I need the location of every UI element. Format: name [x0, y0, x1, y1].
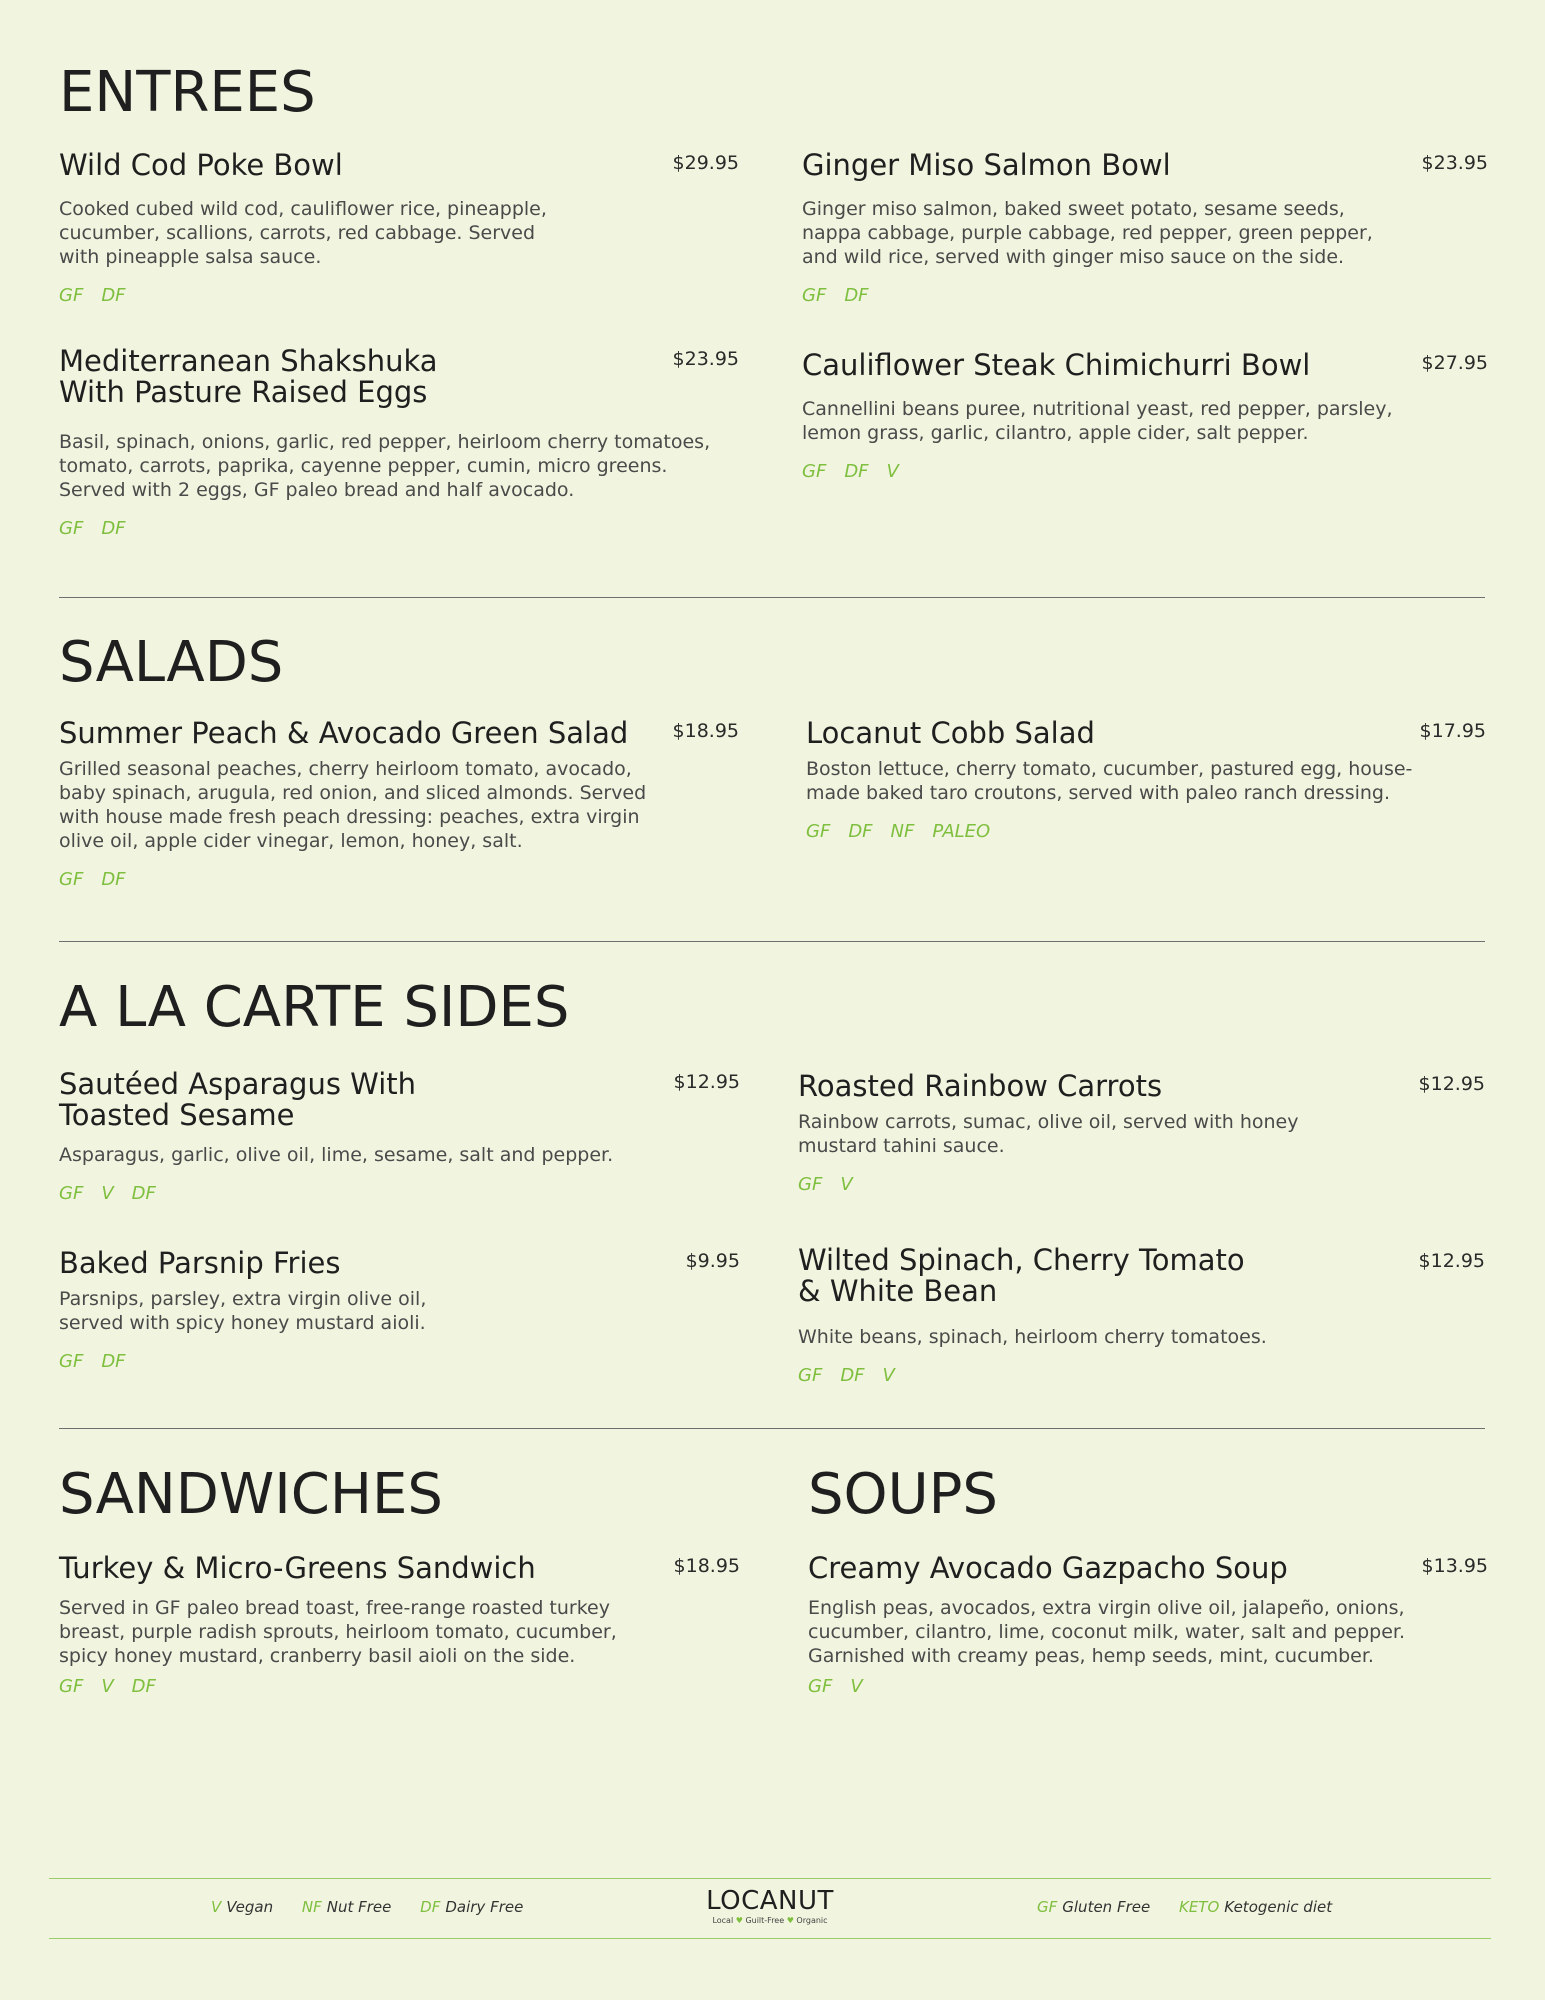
- item-description: Rainbow carrots, sumac, olive oil, served with honey mustard tahini sauce.: [798, 1111, 1299, 1157]
- item-price: $9.95: [685, 1250, 740, 1272]
- legend-entry: [420, 1898, 523, 1916]
- menu-item: [802, 350, 1488, 483]
- item-name: Roasted Rainbow Carrots: [798, 1069, 1163, 1103]
- item-price: $13.95: [1421, 1555, 1488, 1577]
- legend-entry: [1037, 1898, 1150, 1916]
- legend-label: Ketogenic diet: [1224, 1898, 1333, 1916]
- item-description: Parsnips, parsley, extra virgin olive oil, served with spicy honey mustard aioli.: [59, 1288, 427, 1334]
- legend-entry: [211, 1898, 273, 1916]
- item-description: Boston lettuce, cherry tomato, cucumber, pastured egg, house- made baked taro croutons, served with paleo ranch dressing.: [806, 758, 1413, 804]
- diet-tag: V: [101, 1676, 114, 1697]
- item-description: Cooked cubed wild cod, cauliflower rice, pineapple, cucumber, scallions, carrots, red cabbage. Served with pineapple salsa sauce.: [59, 198, 547, 268]
- diet-tag: V: [101, 1183, 114, 1204]
- section-title-salads: SALADS: [59, 630, 284, 695]
- menu-item: [59, 718, 739, 891]
- diet-tags: [798, 1174, 1485, 1196]
- diet-tag: V: [850, 1676, 863, 1697]
- legend-label: Nut Free: [326, 1898, 392, 1916]
- menu-item: [806, 718, 1486, 843]
- diet-tag: GF: [59, 285, 84, 306]
- diet-tags: [59, 518, 739, 540]
- legend-code: DF: [420, 1898, 441, 1916]
- item-description: Cannellini beans puree, nutritional yeast, red pepper, parsley, lemon grass, garlic, cilantro, apple cider, salt pepper.: [802, 398, 1393, 444]
- diet-tags: [59, 1676, 740, 1698]
- item-description: Served in GF paleo bread toast, free-range roasted turkey breast, purple radish sprouts, heirloom tomato, cucumber, spicy honey mustard, cranberry basil aioli on the side.: [59, 1597, 617, 1667]
- menu-item: [808, 1553, 1488, 1698]
- legend-code: NF: [301, 1898, 322, 1916]
- legend-entry: [1179, 1898, 1332, 1916]
- diet-tag: GF: [798, 1365, 823, 1386]
- legend-code: V: [211, 1898, 222, 1916]
- item-name: Summer Peach & Avocado Green Salad: [59, 716, 629, 750]
- diet-tag: GF: [802, 461, 827, 482]
- item-price: $12.95: [1418, 1073, 1485, 1095]
- diet-tag: DF: [844, 461, 869, 482]
- diet-tag: NF: [890, 821, 915, 842]
- heart-icon: ♥: [786, 1916, 794, 1925]
- item-name: Creamy Avocado Gazpacho Soup: [808, 1551, 1288, 1585]
- item-name: Turkey & Micro-Greens Sandwich: [59, 1551, 536, 1585]
- item-description: Grilled seasonal peaches, cherry heirloom tomato, avocado, baby spinach, arugula, red onion, and sliced almonds. Served with house made fresh peach dressing: peaches, extra virgin olive oil, apple cider vinegar, lemon, honey, salt.: [59, 758, 647, 852]
- diet-tags: [808, 1676, 1488, 1698]
- diet-tag: GF: [59, 1351, 84, 1372]
- diet-tags: [798, 1365, 1485, 1387]
- section-title-sides: A LA CARTE SIDES: [59, 975, 570, 1040]
- item-description: Basil, spinach, onions, garlic, red pepper, heirloom cherry tomatoes, tomato, carrots, paprika, cayenne pepper, cumin, micro greens. Served with 2 eggs, GF paleo bread and half avocado.: [59, 431, 711, 501]
- section-title-soups: SOUPS: [808, 1462, 998, 1527]
- item-price: $18.95: [672, 720, 739, 742]
- menu-item: [59, 150, 739, 307]
- legend-right: [1037, 1898, 1356, 1916]
- diet-tag: GF: [59, 1676, 84, 1697]
- item-price: $23.95: [1421, 152, 1488, 174]
- item-description: Asparagus, garlic, olive oil, lime, sesame, salt and pepper.: [59, 1144, 614, 1166]
- item-name: Ginger Miso Salmon Bowl: [802, 148, 1171, 182]
- item-description: Ginger miso salmon, baked sweet potato, sesame seeds, nappa cabbage, purple cabbage, red pepper, green pepper, and wild rice, served with ginger miso sauce on the side.: [802, 198, 1373, 268]
- diet-tag: DF: [131, 1183, 156, 1204]
- diet-tags: [59, 1183, 740, 1205]
- diet-tag: GF: [59, 869, 84, 890]
- menu-item: [798, 1245, 1485, 1387]
- item-name: Wild Cod Poke Bowl: [59, 148, 343, 182]
- diet-tag: DF: [101, 518, 126, 539]
- section-title-entrees: ENTREES: [59, 60, 316, 125]
- section-divider: [59, 941, 1485, 942]
- tagline-word: Guilt-Free: [745, 1916, 785, 1925]
- diet-tag: GF: [798, 1174, 823, 1195]
- diet-tag: DF: [844, 285, 869, 306]
- diet-tag: DF: [840, 1365, 865, 1386]
- menu-item: [59, 1553, 740, 1698]
- menu-item: [59, 1248, 740, 1373]
- diet-tag: GF: [806, 821, 831, 842]
- legend-left: [211, 1898, 547, 1916]
- item-price: $12.95: [673, 1071, 740, 1093]
- diet-tag: DF: [848, 821, 873, 842]
- item-name: Baked Parsnip Fries: [59, 1246, 341, 1280]
- diet-tag: GF: [59, 1183, 84, 1204]
- brand-logo: [690, 1888, 850, 1925]
- item-name: Mediterranean Shakshuka With Pasture Raised Eggs: [59, 344, 438, 409]
- diet-tag: V: [882, 1365, 895, 1386]
- diet-tag: GF: [802, 285, 827, 306]
- item-name: Cauliflower Steak Chimichurri Bowl: [802, 348, 1311, 382]
- diet-tags: [59, 869, 739, 891]
- item-name: Locanut Cobb Salad: [806, 716, 1095, 750]
- diet-tag: PALEO: [932, 821, 991, 842]
- diet-tag: GF: [808, 1676, 833, 1697]
- diet-tags: [806, 821, 1486, 843]
- section-title-sandwiches: SANDWICHES: [59, 1462, 443, 1527]
- item-name: Sautéed Asparagus With Toasted Sesame: [59, 1067, 417, 1132]
- brand-name: LOCANUT: [706, 1886, 834, 1916]
- diet-tag: V: [886, 461, 899, 482]
- diet-tags: [802, 461, 1488, 483]
- diet-tags: [59, 1351, 740, 1373]
- legend-entry: [302, 1898, 392, 1916]
- brand-tagline: [690, 1916, 850, 1925]
- footer-rule-bottom: [49, 1938, 1491, 1939]
- diet-tag: DF: [101, 285, 126, 306]
- section-divider: [59, 597, 1485, 598]
- diet-tag: GF: [59, 518, 84, 539]
- footer-rule-top: [49, 1878, 1491, 1879]
- menu-item: [59, 346, 739, 540]
- diet-tags: [59, 285, 739, 307]
- menu-item: [59, 1069, 740, 1205]
- menu-item: [798, 1071, 1485, 1196]
- item-description: English peas, avocados, extra virgin olive oil, jalapeño, onions, cucumber, cilantro, lime, coconut milk, water, salt and pepper. Garnished with creamy peas, hemp seeds, mint, cucumber.: [808, 1597, 1406, 1667]
- tagline-word: Organic: [796, 1916, 828, 1925]
- tagline-word: Local: [712, 1916, 734, 1925]
- legend-code: KETO: [1178, 1898, 1220, 1916]
- legend-label: Vegan: [226, 1898, 274, 1916]
- item-price: $23.95: [672, 348, 739, 370]
- legend-code: GF: [1037, 1898, 1058, 1916]
- diet-tags: [802, 285, 1488, 307]
- item-price: $18.95: [673, 1555, 740, 1577]
- menu-item: [802, 150, 1488, 307]
- section-divider: [59, 1428, 1485, 1429]
- item-price: $29.95: [672, 152, 739, 174]
- item-price: $17.95: [1419, 720, 1486, 742]
- diet-tag: DF: [101, 869, 126, 890]
- item-name: Wilted Spinach, Cherry Tomato & White Bean: [798, 1243, 1245, 1308]
- diet-tag: DF: [101, 1351, 126, 1372]
- legend-label: Dairy Free: [445, 1898, 524, 1916]
- diet-tag: V: [840, 1174, 853, 1195]
- legend-label: Gluten Free: [1062, 1898, 1151, 1916]
- item-price: $27.95: [1421, 352, 1488, 374]
- item-price: $12.95: [1418, 1250, 1485, 1272]
- item-description: White beans, spinach, heirloom cherry tomatoes.: [798, 1326, 1267, 1348]
- heart-icon: ♥: [735, 1916, 743, 1925]
- diet-tag: DF: [131, 1676, 156, 1697]
